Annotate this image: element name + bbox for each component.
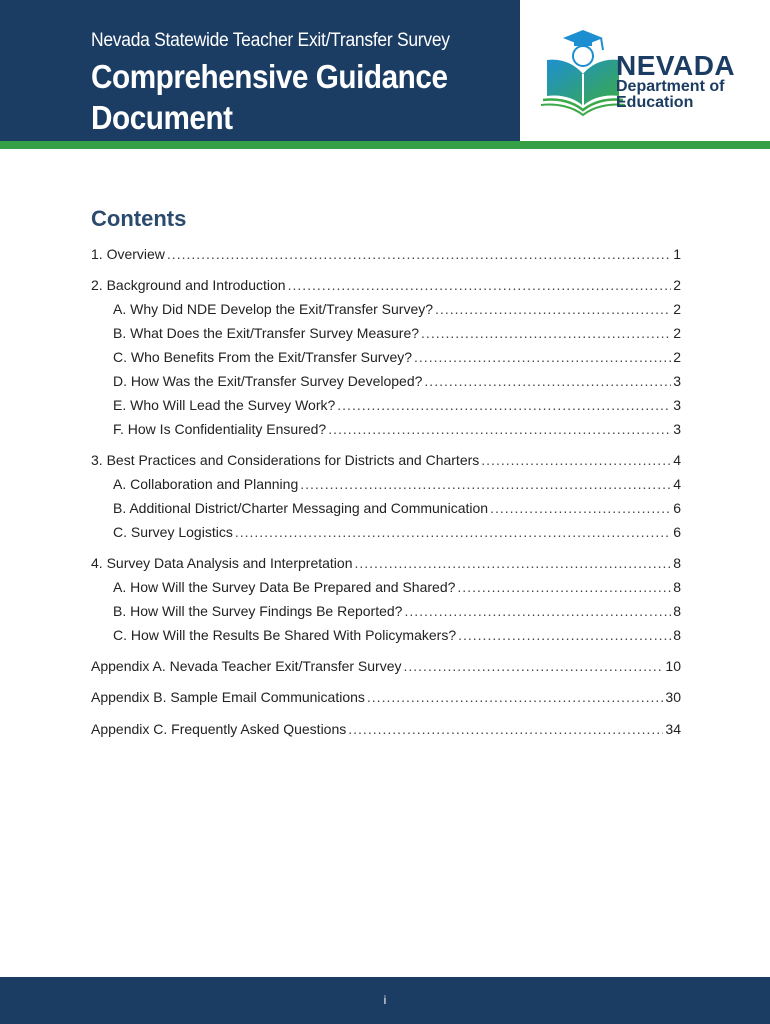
toc-entry-label: B. How Will the Survey Findings Be Reported?	[113, 603, 403, 619]
toc-entry-label: Appendix C. Frequently Asked Questions	[91, 721, 347, 737]
toc-entry-label: C. How Will the Results Be Shared With Policymakers?	[113, 627, 457, 643]
contents-heading: Contents	[91, 206, 187, 231]
toc-dot-leader	[481, 452, 671, 468]
toc-entry-page: 10	[665, 658, 681, 674]
document-subtitle: Nevada Statewide Teacher Exit/Transfer Survey	[91, 30, 450, 51]
toc-entry[interactable]	[113, 325, 681, 341]
toc-entry-page: 4	[673, 452, 681, 468]
toc-entry[interactable]	[91, 721, 681, 737]
toc-entry-page: 2	[673, 325, 681, 341]
logo-subtitle	[616, 79, 724, 111]
document-title-line-2: Document	[91, 99, 233, 136]
toc-dot-leader	[421, 325, 671, 341]
toc-entry-page: 2	[673, 277, 681, 293]
toc-entry[interactable]	[113, 524, 681, 540]
toc-dot-leader	[167, 246, 671, 262]
toc-dot-leader	[348, 721, 663, 737]
toc-entry-page: 1	[673, 246, 681, 262]
toc-entry-label: Appendix B. Sample Email Communications	[91, 689, 365, 705]
page-header	[0, 0, 770, 141]
toc-entry[interactable]	[113, 627, 681, 643]
toc-entry-label: D. How Was the Exit/Transfer Survey Developed?	[113, 373, 423, 389]
toc-entry-page: 8	[673, 555, 681, 571]
toc-entry-page: 30	[665, 689, 681, 705]
toc-dot-leader	[414, 349, 671, 365]
toc-entry[interactable]	[91, 277, 681, 293]
toc-entry[interactable]	[91, 689, 681, 705]
toc-entry-label: A. Why Did NDE Develop the Exit/Transfer Survey?	[113, 301, 434, 317]
toc-entry-page: 6	[673, 500, 681, 516]
toc-entry[interactable]	[113, 301, 681, 317]
toc-dot-leader	[328, 421, 671, 437]
logo-wordmark: NEVADA	[616, 50, 736, 81]
toc-entry-label: B. Additional District/Charter Messaging and Communication	[113, 500, 489, 516]
toc-dot-leader	[354, 555, 671, 571]
toc-entry[interactable]	[113, 397, 681, 413]
header-green-rule	[0, 141, 770, 149]
toc-entry-page: 6	[673, 524, 681, 540]
toc-entry-page: 2	[673, 349, 681, 365]
toc-entry-label: 4. Survey Data Analysis and Interpretation	[91, 555, 353, 571]
toc-dot-leader	[424, 373, 671, 389]
toc-entry-page: 4	[673, 476, 681, 492]
toc-entry[interactable]	[91, 658, 681, 674]
toc-entry[interactable]	[91, 246, 681, 262]
toc-entry-page: 3	[673, 421, 681, 437]
toc-entry-page: 8	[673, 627, 681, 643]
toc-entry[interactable]	[113, 421, 681, 437]
toc-dot-leader	[288, 277, 672, 293]
toc-entry-label: F. How Is Confidentiality Ensured?	[113, 421, 327, 437]
toc-entry-label: A. Collaboration and Planning	[113, 476, 299, 492]
toc-dot-leader	[367, 689, 664, 705]
toc-dot-leader	[490, 500, 671, 516]
toc-entry[interactable]	[113, 349, 681, 365]
page-number: i	[383, 993, 387, 1007]
toc-entry-label: B. What Does the Exit/Transfer Survey Measure?	[113, 325, 420, 341]
nde-logo	[520, 0, 770, 141]
toc-dot-leader	[435, 301, 671, 317]
toc-entry-label: 1. Overview	[91, 246, 165, 262]
toc-entry[interactable]	[113, 579, 681, 595]
toc-entry-label: C. Survey Logistics	[113, 524, 233, 540]
toc-dot-leader	[404, 658, 664, 674]
toc-entry-page: 8	[673, 579, 681, 595]
toc-entry-label: 2. Background and Introduction	[91, 277, 286, 293]
toc-entry-page: 3	[673, 373, 681, 389]
toc-entry-label: 3. Best Practices and Considerations for Districts and Charters	[91, 452, 480, 468]
toc-entry[interactable]	[113, 500, 681, 516]
logo-subtitle-line-1: Department of	[616, 78, 725, 95]
toc-entry-page: 34	[665, 721, 681, 737]
toc-dot-leader	[457, 579, 671, 595]
toc-entry-label: E. Who Will Lead the Survey Work?	[113, 397, 336, 413]
toc-entry-label: C. Who Benefits From the Exit/Transfer Survey?	[113, 349, 413, 365]
toc-entry-label: Appendix A. Nevada Teacher Exit/Transfer Survey	[91, 658, 402, 674]
toc-dot-leader	[458, 627, 671, 643]
logo-subtitle-line-2: Education	[616, 94, 694, 111]
toc-entry-page: 8	[673, 603, 681, 619]
toc-dot-leader	[337, 397, 671, 413]
toc-entry-label: A. How Will the Survey Data Be Prepared and Shared?	[113, 579, 456, 595]
toc-dot-leader	[404, 603, 671, 619]
document-title	[91, 56, 448, 138]
toc-entry[interactable]	[113, 476, 681, 492]
toc-entry[interactable]	[113, 603, 681, 619]
toc-entry-page: 2	[673, 301, 681, 317]
toc-entry[interactable]	[91, 452, 681, 468]
toc-entry-page: 3	[673, 397, 681, 413]
toc-dot-leader	[300, 476, 671, 492]
toc-entry[interactable]	[91, 555, 681, 571]
toc-entry[interactable]	[113, 373, 681, 389]
toc-dot-leader	[235, 524, 671, 540]
document-title-line-1: Comprehensive Guidance	[91, 58, 448, 95]
